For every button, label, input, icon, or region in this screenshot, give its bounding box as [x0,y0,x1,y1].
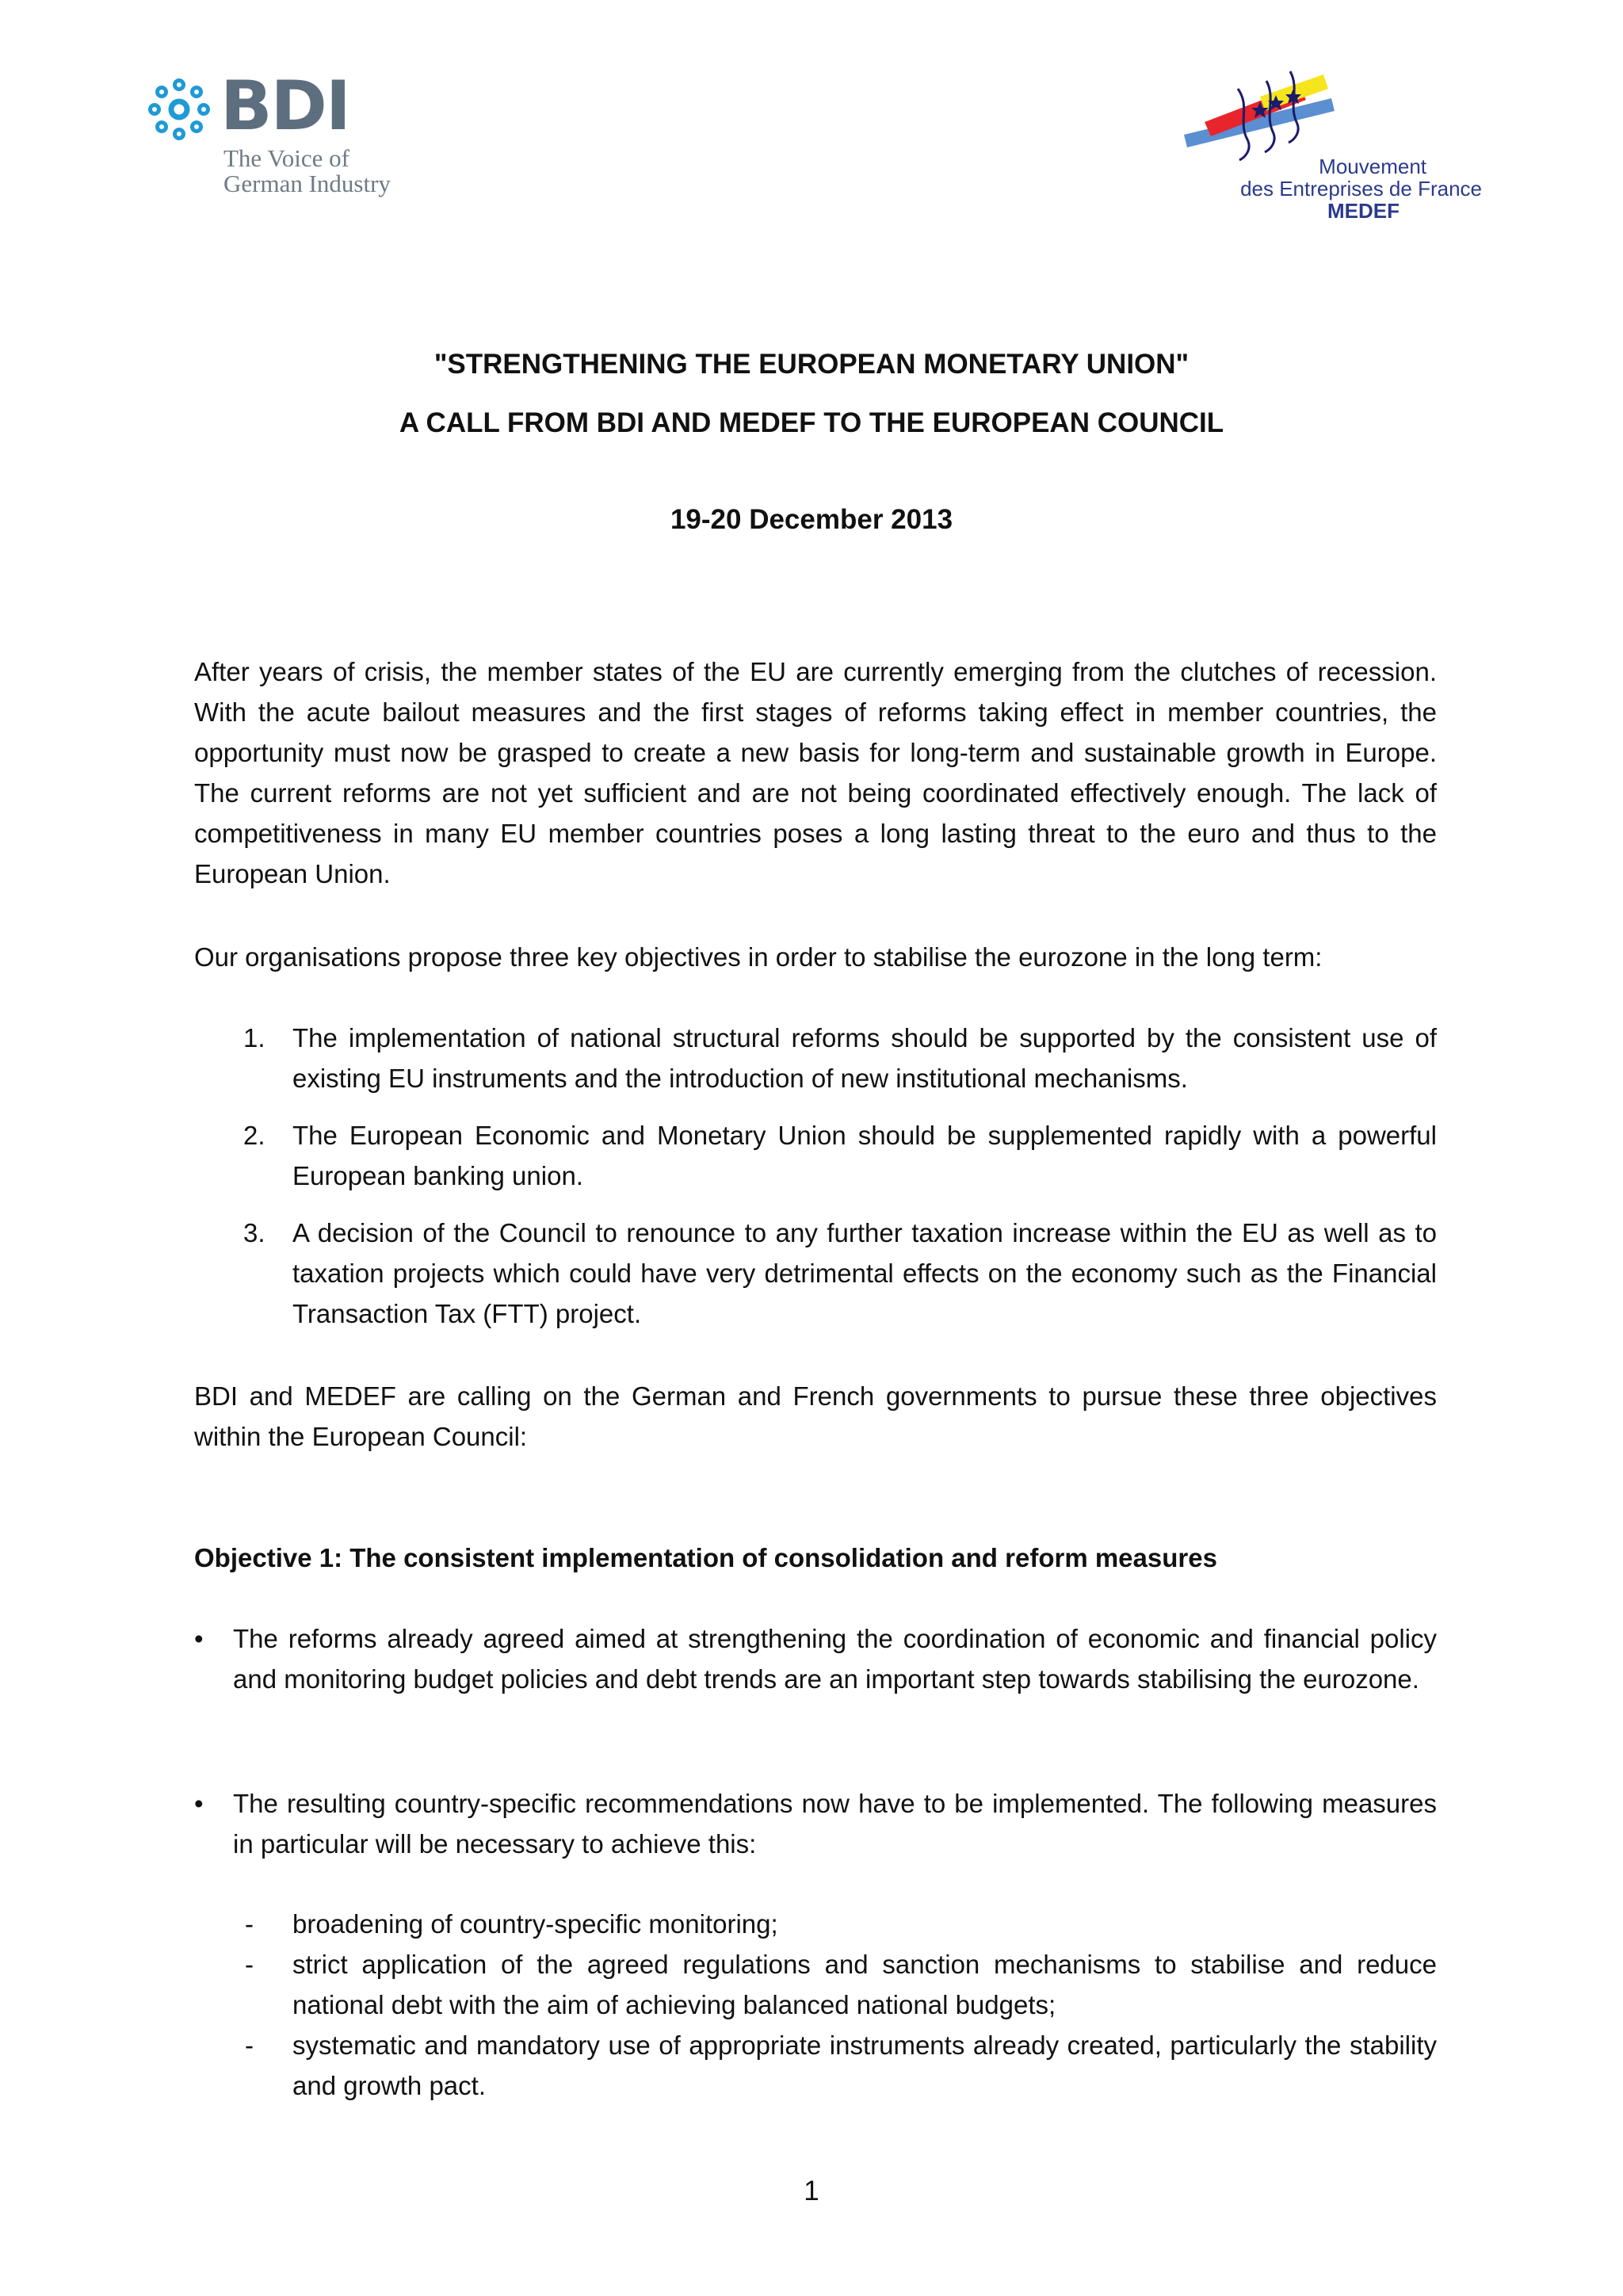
list-item [194,1783,1437,1864]
bdi-tagline-line2: German Industry [223,170,391,197]
sub-item-list [194,1904,1437,2106]
bullet-list [194,1618,1437,1699]
dash-mark: - [245,2030,254,2060]
list-text: A decision of the Council to renounce to any further taxation increase within the EU as well as to taxation projects which could have very detrimental effects on the economy such as the Financial Transaction Tax (FTT) project. [292,1218,1437,1328]
title-line1: "STRENGTHENING THE EUROPEAN MONETARY UNION" [433,349,1190,380]
page-number: 1 [804,2176,819,2206]
title-line2: A CALL FROM BDI AND MEDEF TO THE EUROPEAN COUNCIL [399,407,1224,438]
call-paragraph: BDI and MEDEF are calling on the German and French governments to pursue these three objectives within the European Council: [194,1381,1437,1451]
list-number: 2. [243,1121,265,1150]
list-number: 1. [243,1023,265,1052]
medef-flag-icon [1181,67,1339,162]
medef-line2: des Entreprises de France [1240,177,1482,201]
title-date: 19-20 December 2013 [670,504,953,535]
bdi-tagline [223,146,391,197]
objective1-heading: Objective 1: The consistent implementation of consolidation and reform measures [194,1543,1217,1572]
medef-logo [1181,67,1482,225]
bdi-logo [147,67,417,200]
list-item [194,2025,1437,2106]
list-item [194,1115,1437,1196]
medef-text [1240,155,1482,222]
bdi-wheel-icon [147,78,211,141]
bullet-text: The resulting country-specific recommendations now have to be implemented. The following measures in particular will be necessary to achieve this: [233,1789,1437,1859]
bullet-mark: • [194,1624,204,1653]
objectives-list [194,1018,1437,1350]
dash-mark: - [245,1950,254,1979]
sub-item-text: systematic and mandatory use of appropriate instruments already created, particularly the stability and growth pact. [292,2030,1437,2100]
list-item [194,1904,1437,1944]
dash-mark: - [245,1909,254,1939]
list-item [194,1018,1437,1098]
sub-item-text: broadening of country-specific monitoring; [292,1909,778,1939]
list-text: The implementation of national structural reforms should be supported by the consistent use of existing EU instruments and the introduction of new institutional mechanisms. [292,1023,1437,1093]
sub-item-text: strict application of the agreed regulations and sanction mechanisms to stabilise and reduce national debt with the aim of achieving balanced national budgets; [292,1950,1437,2019]
list-item [194,1618,1437,1699]
list-item [194,1944,1437,2025]
bullet-mark: • [194,1789,204,1818]
medef-line3: MEDEF [1327,199,1400,223]
intro-paragraph: After years of crisis, the member states of the EU are currently emerging from the clutches of recession. With the acute bailout measures and the first stages of reforms taking effect in member countries, the opportunity must now be grasped to create a new basis for long-term and sustainable growth in Europe. The current reforms are not yet sufficient and are not being coordinated effectively enough. The lack of competitiveness in many EU member countries poses a long lasting threat to the euro and thus to the European Union. [194,657,1437,888]
bdi-tagline-line1: The Voice of [223,144,349,172]
list-item [194,1213,1437,1334]
bdi-wordmark: BDI [220,67,349,146]
objectives-lead: Our organisations propose three key objectives in order to stabilise the eurozone in the long term: [194,942,1323,972]
list-text: The European Economic and Monetary Union should be supplemented rapidly with a powerful European banking union. [292,1121,1437,1190]
medef-line1: Mouvement [1319,155,1426,178]
list-number: 3. [243,1218,265,1247]
bullet-list [194,1783,1437,1864]
bullet-text: The reforms already agreed aimed at strengthening the coordination of economic and financial policy and monitoring budget policies and debt trends are an important step towards stabilising the eurozone. [233,1624,1437,1694]
